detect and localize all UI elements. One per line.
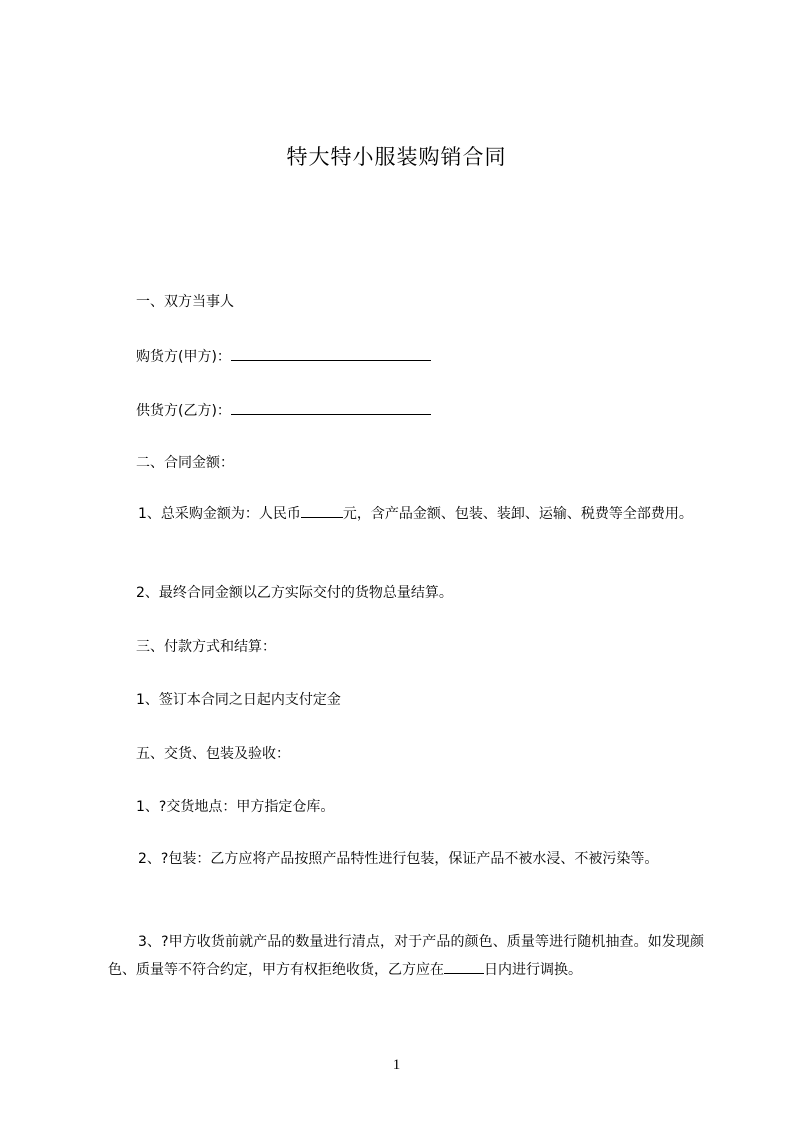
amount-item-1 (108, 500, 704, 528)
amount-blank (301, 503, 343, 518)
delivery-item-3 (108, 928, 704, 984)
delivery-item-2: 2、?包装：乙方应将产品按照产品特性进行包装，保证产品不被水浸、不被污染等。 (138, 851, 659, 867)
amount-heading: 二、合同金额： (136, 455, 234, 471)
document-title: 特大特小服装购销合同 (286, 145, 507, 169)
amount-item-1-text-a: 1、总采购金额为：人民币 (138, 506, 301, 522)
payment-item-1: 1、签订本合同之日起内支付定金 (136, 692, 341, 708)
delivery-item-3-text-b: 日内进行调换。 (484, 962, 582, 978)
supplier-line (136, 400, 431, 421)
delivery-heading: 五、交货、包装及验收： (136, 746, 290, 762)
buyer-blank (231, 346, 431, 361)
payment-heading: 三、付款方式和结算： (136, 639, 276, 655)
delivery-item-1: 1、?交货地点：甲方指定仓库。 (136, 799, 335, 815)
buyer-label: 购货方(甲方)： (136, 349, 231, 365)
parties-heading: 一、双方当事人 (136, 294, 234, 310)
delivery-item-3-text-a: 3、?甲方收货前就产品的数量进行清点，对于产品的颜色、质量等进行随机抽查。如发现颜色、质量等不符合约定，甲方有权拒绝收货，乙方应在 (108, 934, 704, 978)
page-number: 1 (392, 1057, 401, 1073)
supplier-label: 供货方(乙方)： (136, 403, 231, 419)
amount-item-1-text-b: 元，含产品金额、包装、装卸、运输、税费等全部费用。 (342, 506, 693, 522)
buyer-line (136, 346, 431, 367)
exchange-days-blank (444, 959, 484, 974)
amount-item-2: 2、最终合同金额以乙方实际交付的货物总量结算。 (136, 585, 453, 601)
supplier-blank (231, 400, 431, 415)
